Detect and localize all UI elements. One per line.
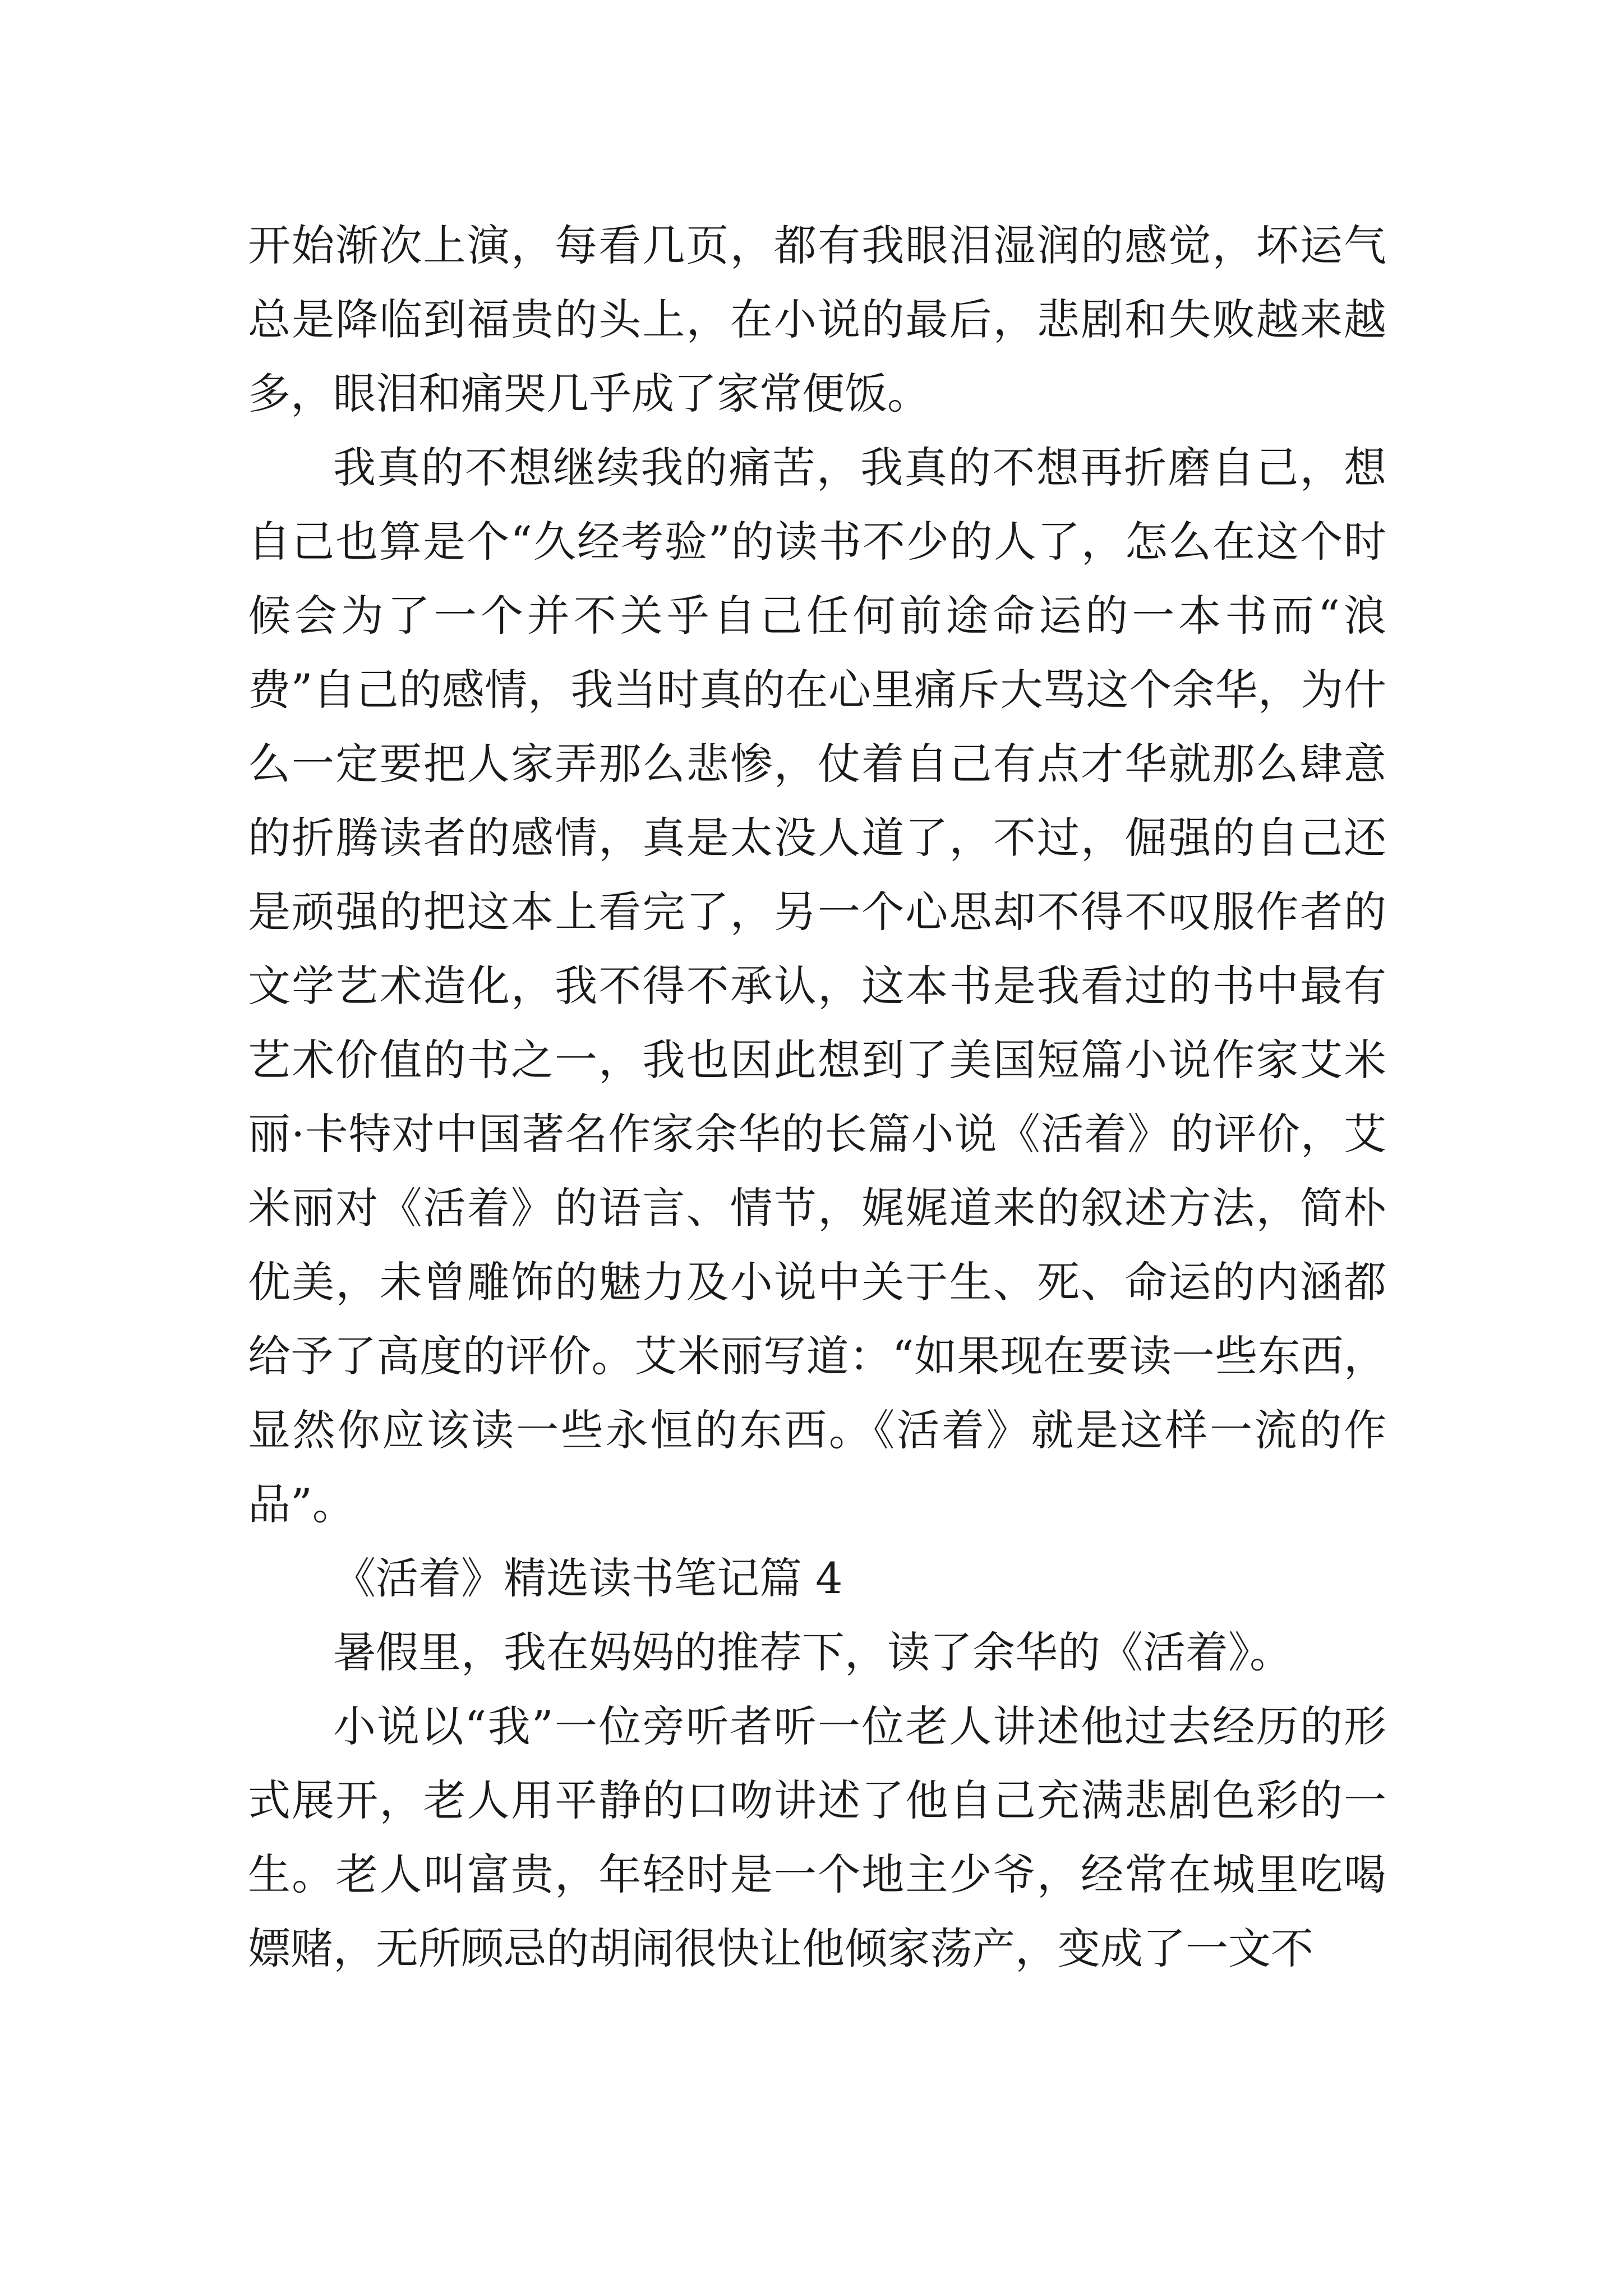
paragraph: 暑假里，我在妈妈的推荐下，读了余华的《活着》。 — [333, 1627, 1292, 1677]
body-text — [248, 209, 1386, 1986]
paragraph: 我真的不想继续我的痛苦，我真的不想再折磨自己，想自己也算是个“久经考验”的读书不少的人了，怎么在这个时候会为了一个并不关乎自己任何前途命运的一本书而“浪费”自己的感情，我当时真的在心里痛斥大骂这个余华，为什么一定要把人家弄那么悲惨，仗着自己有点才华就那么肆意的折腾读者的感情，真是太没人道了，不过，倔强的自己还是顽强的把这本上看完了，另一个心思却不得不叹服作者的文学艺术造化，我不得不承认，这本书是我看过的书中最有艺术价值的书之一，我也因此想到了美国短篇小说作家艾米丽·卡特对中国著名作家余华的长篇小说《活着》的评价，艾米丽对《活着》的语言、情节，娓娓道来的叙述方法，简朴优美，未曾雕饰的魅力及小说中关于生、死、命运的内涵都给予了高度的评价。艾米丽写道：“如果现在要读一些东西，显然你应该读一些永恒的东西。《活着》就是这样一流的作品”。 — [248, 443, 1386, 1529]
section-heading: 《活着》精选读书笔记篇 4 — [333, 1553, 843, 1603]
paragraph-continued: 开始渐次上演，每看几页，都有我眼泪湿润的感觉，坏运气总是降临到福贵的头上，在小说的最后，悲剧和失败越来越多，眼泪和痛哭几乎成了家常便饭。 — [248, 220, 1386, 418]
paragraph: 小说以“我”一位旁听者听一位老人讲述他过去经历的形式展开，老人用平静的口吻讲述了他自己充满悲剧色彩的一生。老人叫富贵，年轻时是一个地主少爷，经常在城里吃喝嫖赌，无所顾忌的胡闹很快让他倾家荡产，变成了一文不 — [248, 1701, 1386, 1973]
